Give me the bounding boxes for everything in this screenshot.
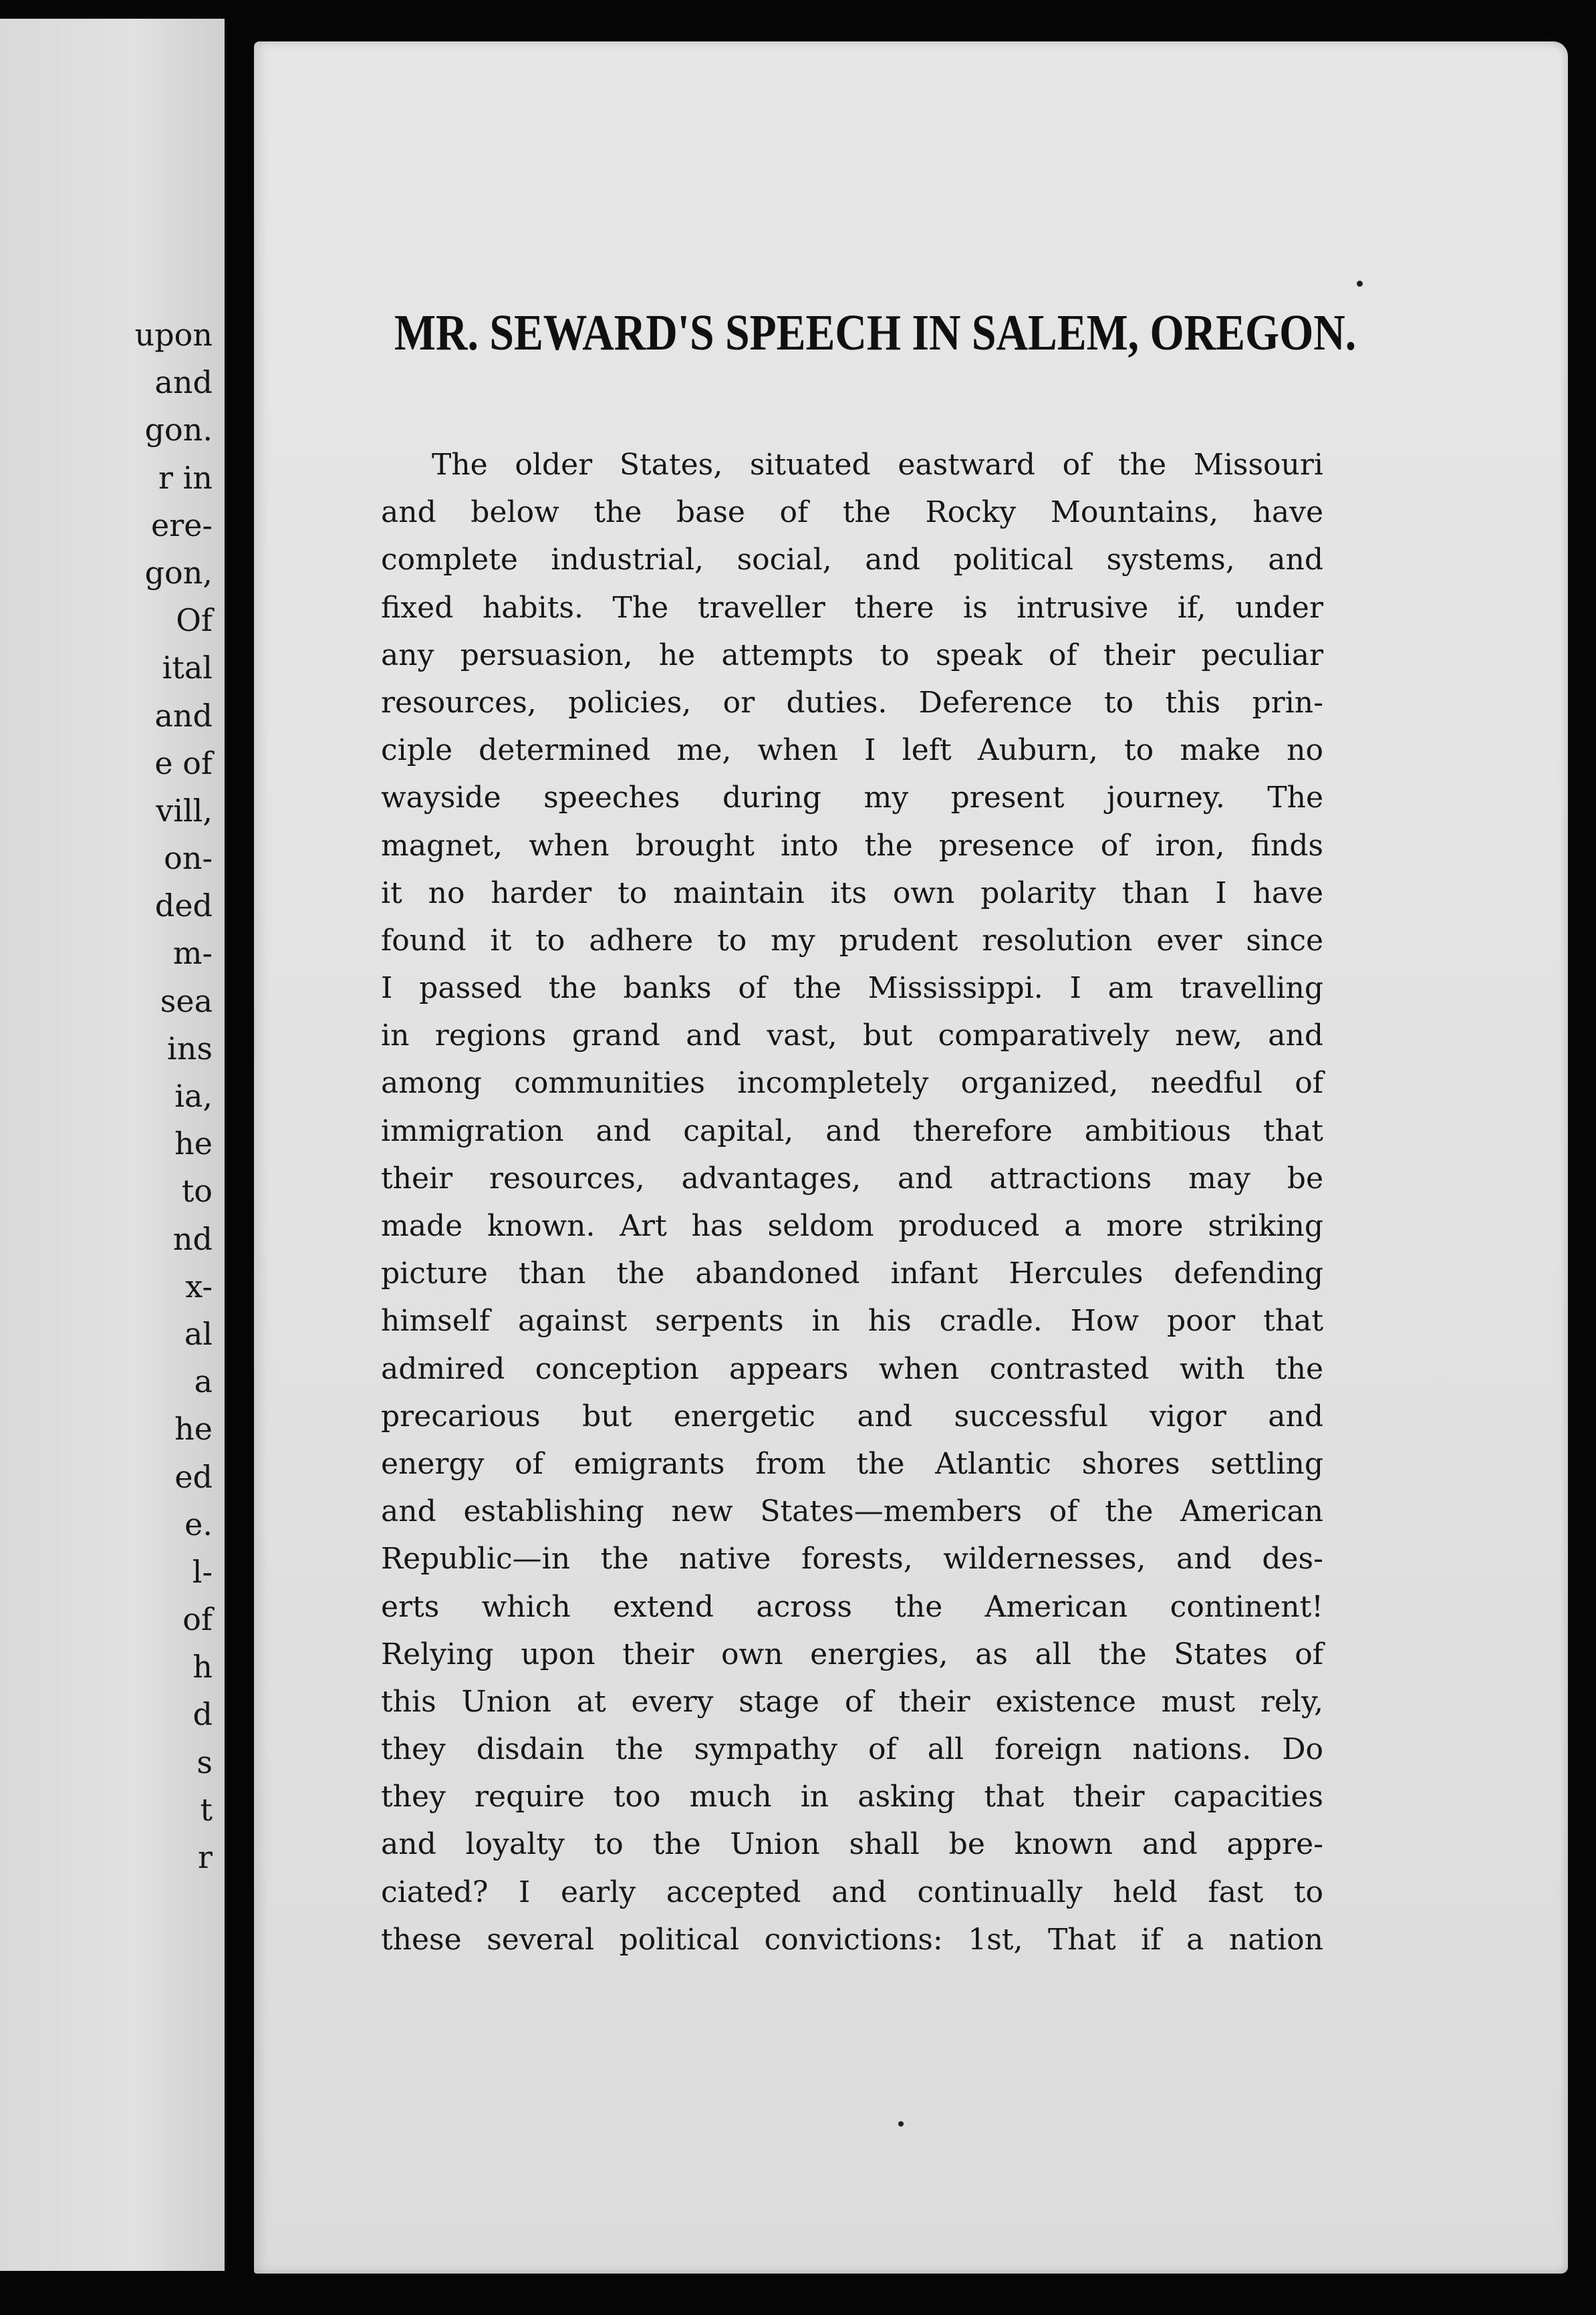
text-line: fixed habits. The traveller there is intrusive if, under — [381, 590, 1323, 625]
left-page-line: a — [194, 1363, 213, 1400]
left-page-line: gon. — [144, 412, 213, 448]
left-page-line: ere- — [151, 507, 213, 543]
left-page-line: and — [154, 697, 213, 734]
left-page-line: on- — [164, 840, 213, 877]
text-line: found it to adhere to my prudent resolution ever since — [381, 923, 1323, 958]
left-page-line: x- — [185, 1268, 213, 1305]
text-line: complete industrial, social, and political systems, and — [381, 543, 1323, 577]
text-line: ciated? I early accepted and continually held fast to — [381, 1875, 1323, 1909]
page-title: MR. SEWARD'S SPEECH IN SALEM, OREGON. — [394, 305, 1357, 361]
text-line: himself against serpents in his cradle. How poor that — [381, 1304, 1323, 1339]
text-line: wayside speeches during my present journey. The — [381, 781, 1323, 815]
text-line: and loyalty to the Union shall be known and appre- — [381, 1827, 1323, 1862]
left-page-line: r in — [158, 459, 213, 496]
left-facing-page — [0, 19, 225, 2271]
left-page-line: and — [154, 364, 213, 401]
left-page-line: e. — [184, 1506, 213, 1542]
left-page-line: m- — [172, 935, 213, 972]
print-speck — [898, 2121, 904, 2127]
left-page-line: vill, — [156, 792, 213, 829]
left-page-line: to — [181, 1173, 213, 1210]
text-line: Republic—in the native forests, wildernesses, and des- — [381, 1542, 1323, 1577]
text-line: they require too much in asking that their capacities — [381, 1780, 1323, 1814]
left-page-line: upon — [134, 317, 213, 353]
text-line: this Union at every stage of their existence must rely, — [381, 1684, 1323, 1719]
main-page — [254, 41, 1568, 2274]
left-page-line: Of — [176, 602, 213, 639]
left-page-line: al — [184, 1315, 213, 1352]
text-line: Relying upon their own energies, as all the States of — [381, 1637, 1323, 1671]
text-line: The older States, situated eastward of the Missouri — [432, 448, 1323, 482]
text-line: magnet, when brought into the presence of iron, finds — [381, 828, 1323, 863]
left-page-line: sea — [160, 982, 213, 1019]
left-page-line: r — [198, 1839, 213, 1875]
text-line: they disdain the sympathy of all foreign nations. Do — [381, 1732, 1323, 1767]
left-page-line: e of — [154, 744, 213, 781]
left-page-line: ed — [174, 1458, 213, 1495]
left-page-line: gon, — [144, 554, 213, 591]
text-line: in regions grand and vast, but comparatively new, and — [381, 1018, 1323, 1053]
text-line: among communities incompletely organized, needful of — [381, 1066, 1323, 1101]
text-line: ciple determined me, when I left Auburn, to make no — [381, 733, 1323, 768]
text-line: immigration and capital, and therefore ambitious that — [381, 1113, 1323, 1148]
text-line: made known. Art has seldom produced a more striking — [381, 1209, 1323, 1243]
left-page-line: s — [196, 1744, 213, 1780]
speech-body-text — [381, 441, 1323, 1963]
text-line: admired conception appears when contrasted with the — [381, 1351, 1323, 1386]
text-line: any persuasion, he attempts to speak of their peculiar — [381, 638, 1323, 672]
left-page-line: nd — [172, 1220, 213, 1257]
left-page-line: he — [174, 1125, 213, 1162]
left-page-line: ital — [162, 650, 213, 686]
left-page-cropped-text — [135, 311, 213, 1881]
text-line: precarious but energetic and successful vigor and — [381, 1399, 1323, 1434]
left-page-line: d — [192, 1696, 213, 1733]
text-line: resources, policies, or duties. Deference to this prin- — [381, 685, 1323, 720]
left-page-line: he — [174, 1411, 213, 1448]
text-line: picture than the abandoned infant Hercules defending — [381, 1256, 1323, 1291]
left-page-line: l- — [192, 1553, 213, 1590]
left-page-line: t — [200, 1791, 213, 1828]
text-line: their resources, advantages, and attractions may be — [381, 1161, 1323, 1196]
left-page-line: ia, — [174, 1078, 213, 1114]
text-line: I passed the banks of the Mississippi. I am travelling — [381, 971, 1323, 1006]
text-line: energy of emigrants from the Atlantic shores settling — [381, 1446, 1323, 1481]
text-line: these several political convictions: 1st, That if a nation — [381, 1922, 1323, 1957]
text-line: erts which extend across the American continent! — [381, 1589, 1323, 1624]
left-page-line: h — [192, 1649, 213, 1685]
text-line: and establishing new States—members of the American — [381, 1494, 1323, 1529]
left-page-line: ins — [167, 1030, 213, 1067]
left-page-line: of — [182, 1601, 213, 1638]
print-speck — [1357, 281, 1363, 287]
text-line: and below the base of the Rocky Mountains, have — [381, 495, 1323, 530]
left-page-line: ded — [154, 888, 213, 924]
text-line: it no harder to maintain its own polarity than I have — [381, 875, 1323, 910]
